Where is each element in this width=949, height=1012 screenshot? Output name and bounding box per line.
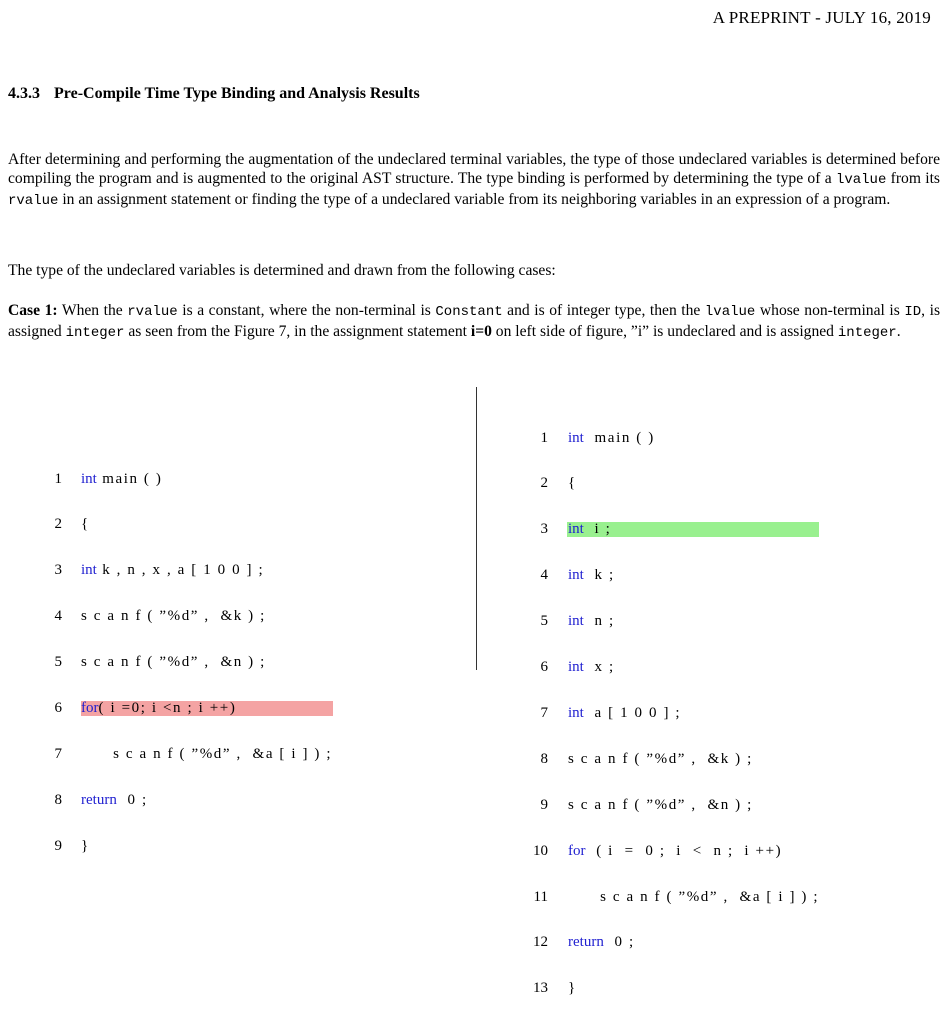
text-run: . xyxy=(896,323,901,340)
code-line xyxy=(40,470,163,487)
line-number: 10 xyxy=(533,842,548,859)
section-heading xyxy=(8,85,420,103)
code-text: s c a n f ( ”%d” , &n ) ; xyxy=(81,654,266,671)
text-run: from its xyxy=(886,170,940,187)
code-line xyxy=(520,934,635,951)
line-number: 5 xyxy=(540,613,548,630)
code-text: s c a n f ( ”%d” , &a [ i ] ) ; xyxy=(568,888,820,905)
text-run: and is of integer type, then the xyxy=(502,302,705,319)
code-text: ( i = 0 ; i < n ; i ++) xyxy=(585,842,783,859)
code-term: lvalue xyxy=(704,304,756,320)
code-line xyxy=(40,654,266,671)
line-number: 11 xyxy=(533,888,548,905)
paragraph-case-1 xyxy=(8,301,940,343)
code-text: n ; xyxy=(583,613,615,630)
line-number: 6 xyxy=(54,700,62,717)
code-line xyxy=(40,516,90,533)
code-term: lvalue xyxy=(835,172,887,188)
code-text: 0 ; xyxy=(603,934,635,951)
code-keyword: return xyxy=(81,791,117,808)
text-run: , is assigned xyxy=(8,302,941,340)
section-number: 4.3.3 xyxy=(8,85,40,102)
line-number: 6 xyxy=(540,659,548,676)
code-keyword: int xyxy=(81,562,97,579)
code-text: { xyxy=(81,516,90,533)
text-run: whose non-terminal is xyxy=(755,302,905,319)
code-keyword: int xyxy=(568,521,584,538)
line-number: 2 xyxy=(540,475,548,492)
code-term: integer xyxy=(837,325,897,341)
text-run: When the xyxy=(57,302,128,319)
line-number: 5 xyxy=(54,654,62,671)
code-text: a [ 1 0 0 ] ; xyxy=(583,704,682,721)
figure-divider xyxy=(476,387,477,670)
code-text: s c a n f ( ”%d” , &n ) ; xyxy=(568,796,753,813)
line-number: 7 xyxy=(540,704,548,721)
code-keyword: int xyxy=(568,613,584,630)
code-keyword: int xyxy=(568,704,584,721)
code-text: main ( ) xyxy=(96,470,163,487)
line-number: 8 xyxy=(540,750,548,767)
paragraph-type-binding xyxy=(8,150,940,211)
header-prefix: A PREPRINT xyxy=(712,8,811,27)
code-line xyxy=(520,429,655,446)
code-line xyxy=(520,475,577,492)
line-number: 7 xyxy=(54,745,62,762)
code-text: 0 ; xyxy=(116,791,148,808)
code-listing-augmented xyxy=(520,400,820,1012)
header-date: JULY 16, 2019 xyxy=(825,8,931,27)
code-line xyxy=(520,659,615,676)
code-term: rvalue xyxy=(8,193,59,209)
code-keyword: for xyxy=(81,700,99,717)
code-text: k ; xyxy=(583,567,615,584)
code-line xyxy=(520,842,783,859)
code-line xyxy=(520,980,577,997)
code-line xyxy=(40,562,265,579)
code-line xyxy=(40,837,90,854)
code-text: k , n , x , a [ 1 0 0 ] ; xyxy=(96,562,265,579)
text-run: in an assignment statement or finding the type of a undeclared variable from its neighboring variables in an expression of a program. xyxy=(58,191,891,208)
code-keyword: int xyxy=(568,429,584,446)
code-line xyxy=(520,567,615,584)
code-line-highlighted-error xyxy=(40,700,237,717)
code-term: rvalue xyxy=(127,304,178,320)
line-number: 8 xyxy=(54,791,62,808)
line-number: 1 xyxy=(540,429,548,446)
code-text: s c a n f ( ”%d” , &k ) ; xyxy=(81,608,266,625)
code-text: x ; xyxy=(583,659,615,676)
code-line xyxy=(40,608,266,625)
code-term: ID xyxy=(904,304,922,320)
line-number: 9 xyxy=(54,837,62,854)
code-text: main ( ) xyxy=(583,429,655,446)
code-term: Constant xyxy=(435,304,503,320)
code-line xyxy=(520,796,753,813)
code-keyword: int xyxy=(568,567,584,584)
paragraph-cases-intro: The type of the undeclared variables is determined and drawn from the following cases: xyxy=(8,262,556,279)
line-number: 9 xyxy=(540,796,548,813)
code-line xyxy=(520,750,753,767)
code-line xyxy=(40,791,148,808)
code-term: integer xyxy=(65,325,125,341)
line-number: 4 xyxy=(540,567,548,584)
code-text: ( i =0; i <n ; i ++) xyxy=(98,700,237,717)
text-run: After determining and performing the augmentation of the undeclared terminal variables, the type of those undeclared variables is determined before compiling the program and is augmented to the original AST structure. The type binding is performed by determining the type of a xyxy=(8,151,940,187)
line-number: 13 xyxy=(533,980,548,997)
text-run: is a constant, where the non-terminal is xyxy=(177,302,436,319)
line-number: 2 xyxy=(54,516,62,533)
code-text: s c a n f ( ”%d” , &k ) ; xyxy=(568,750,753,767)
code-text: } xyxy=(568,980,577,997)
code-keyword: for xyxy=(568,842,586,859)
code-line-highlighted-added xyxy=(520,521,612,538)
case-label: Case 1: xyxy=(8,302,58,319)
code-keyword: int xyxy=(81,470,97,487)
line-number: 4 xyxy=(54,608,62,625)
line-number: 3 xyxy=(54,562,62,579)
text-run: on left side of figure, ”i” is undeclared and is assigned xyxy=(491,323,838,340)
code-text: { xyxy=(568,475,577,492)
code-listing-original xyxy=(40,441,333,869)
text-run: as seen from the Figure 7, in the assignment statement xyxy=(124,323,471,340)
line-number: 12 xyxy=(533,934,548,951)
running-header xyxy=(713,8,931,28)
code-text: s c a n f ( ”%d” , &a [ i ] ) ; xyxy=(81,745,333,762)
header-separator: - xyxy=(810,8,826,27)
code-keyword: int xyxy=(568,659,584,676)
line-number: 1 xyxy=(54,470,62,487)
code-line xyxy=(40,745,333,762)
code-line xyxy=(520,888,820,905)
code-text: i ; xyxy=(583,521,612,538)
section-title: Pre-Compile Time Type Binding and Analysis Results xyxy=(54,85,420,102)
code-line xyxy=(520,704,682,721)
code-keyword: return xyxy=(568,934,604,951)
code-text: } xyxy=(81,837,90,854)
line-number: 3 xyxy=(540,521,548,538)
code-line xyxy=(520,613,615,630)
bold-term: i=0 xyxy=(470,323,492,340)
